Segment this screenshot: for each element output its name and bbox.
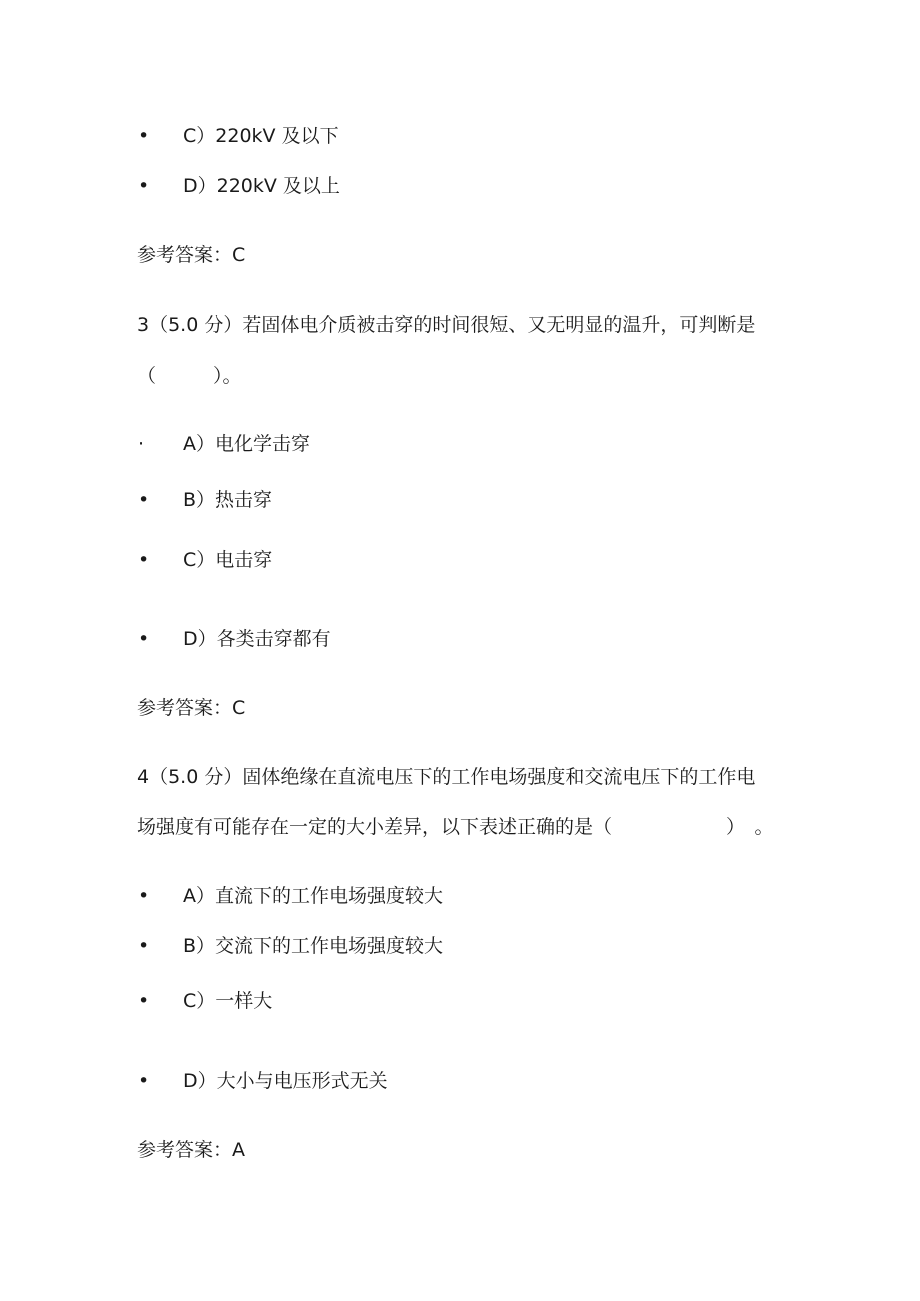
q4-option-d: D）大小与电压形式无关 — [183, 1070, 388, 1092]
q3-option-d: D）各类击穿都有 — [183, 628, 331, 650]
bullet: • — [138, 489, 150, 511]
q4-option-a: A）直流下的工作电场强度较大 — [183, 885, 443, 907]
q2-answer: 参考答案：C — [137, 244, 246, 266]
bullet: • — [138, 125, 150, 147]
q3-option-c: C）电击穿 — [183, 549, 273, 571]
bullet: • — [138, 628, 150, 650]
bullet: • — [138, 1070, 150, 1092]
q3-stem-line2: （ ）。 — [137, 365, 242, 387]
q3-answer: 参考答案：C — [137, 697, 246, 719]
q3-option-a: A）电化学击穿 — [183, 433, 310, 455]
bullet: · — [138, 433, 145, 455]
bullet: • — [138, 175, 150, 197]
q2-option-c: C）220kV 及以下 — [183, 125, 339, 147]
q4-option-c: C）一样大 — [183, 990, 273, 1012]
bullet: • — [138, 885, 150, 907]
q4-answer: 参考答案：A — [137, 1139, 245, 1161]
q4-stem-line2: 场强度有可能存在一定的大小差异，以下表述正确的是（ ） 。 — [137, 816, 774, 838]
q4-option-b: B）交流下的工作电场强度较大 — [183, 935, 444, 957]
q2-option-d: D）220kV 及以上 — [183, 175, 340, 197]
q4-stem-line1: 4（5.0 分）固体绝缘在直流电压下的工作电场强度和交流电压下的工作电 — [137, 766, 756, 788]
bullet: • — [138, 990, 150, 1012]
bullet: • — [138, 549, 150, 571]
q3-stem-line1: 3（5.0 分）若固体电介质被击穿的时间很短、又无明显的温升，可判断是 — [137, 314, 756, 336]
bullet: • — [138, 935, 150, 957]
q3-option-b: B）热击穿 — [183, 489, 273, 511]
